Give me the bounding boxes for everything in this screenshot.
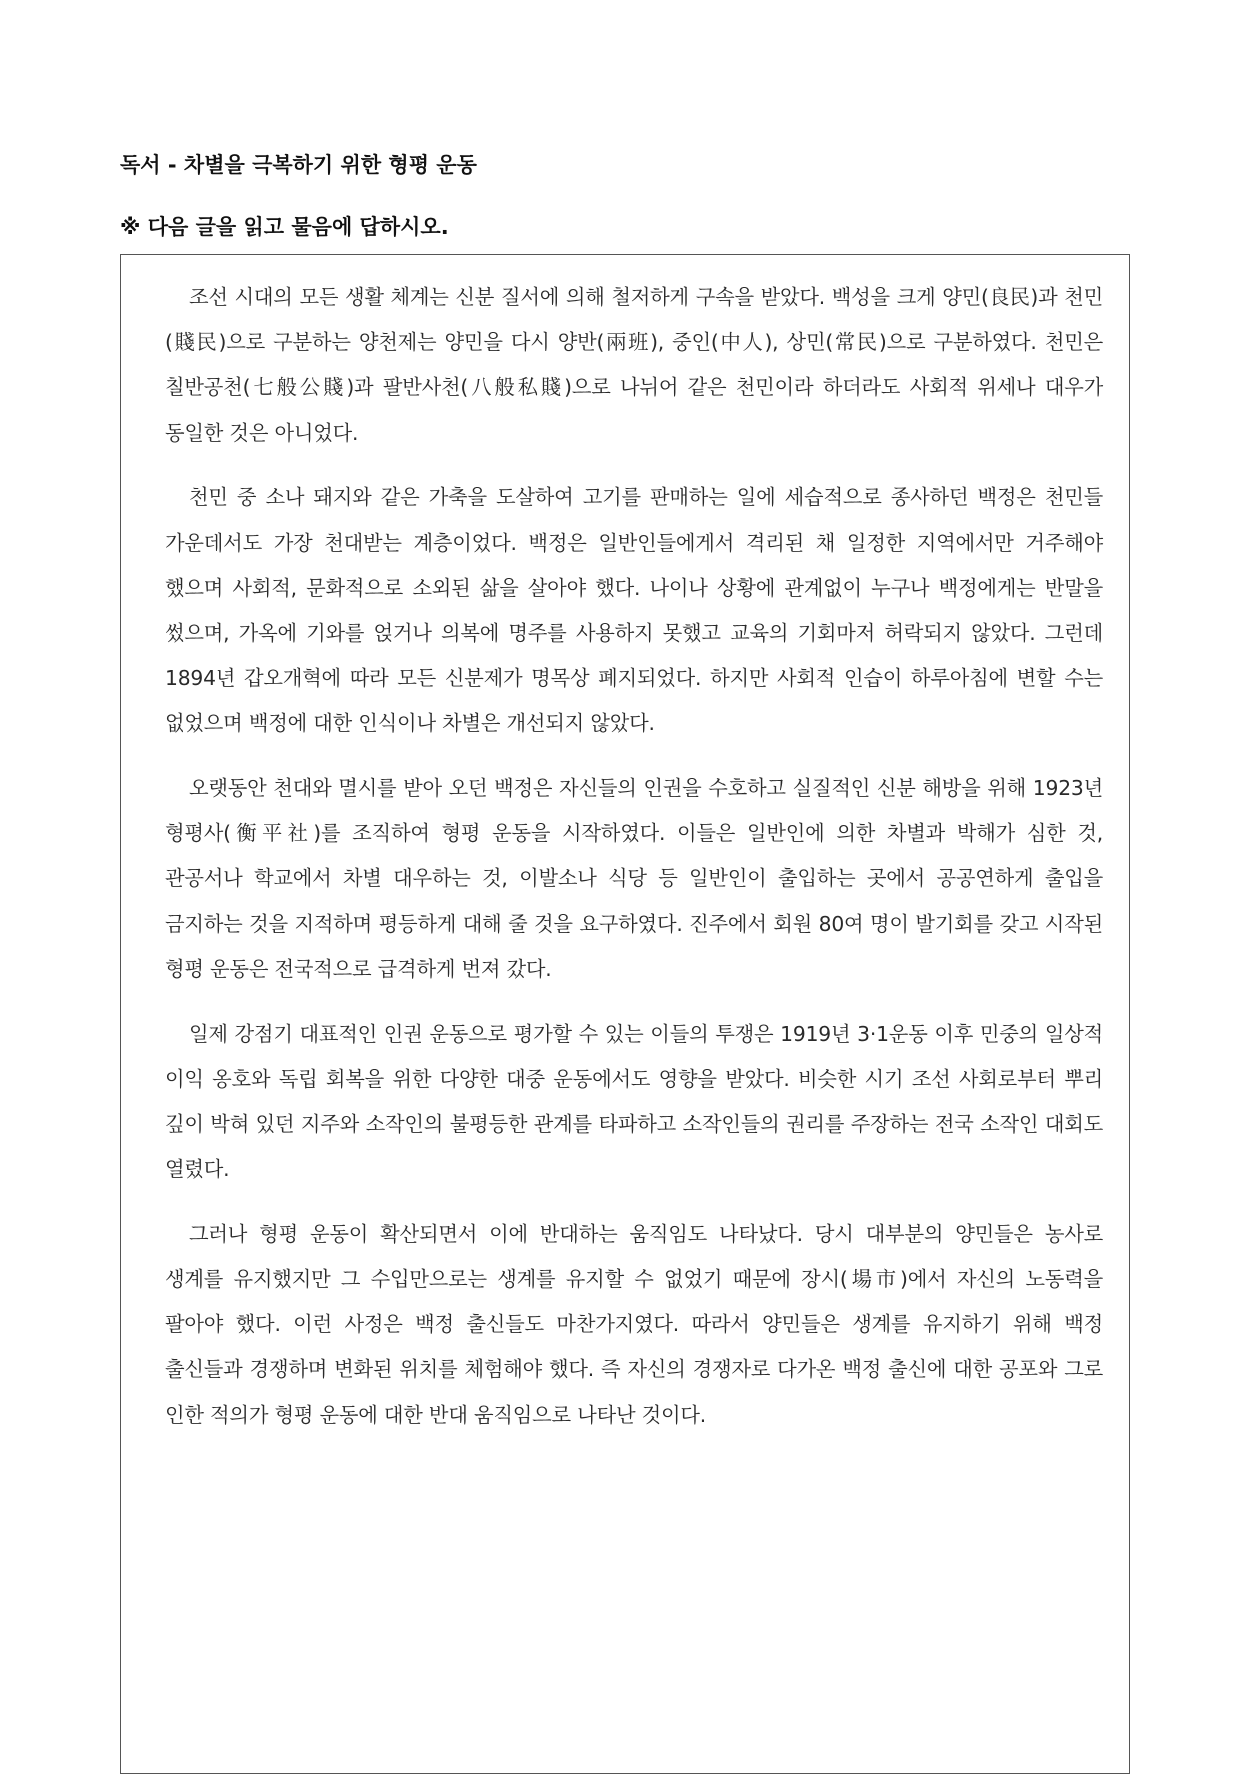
question-instruction: ※ 다음 글을 읽고 물음에 답하시오. [120,215,449,239]
reading-passage [165,275,1103,1457]
passage-paragraph-4: 일제 강점기 대표적인 인권 운동으로 평가할 수 있는 이들의 투쟁은 1919년 3·1운동 이후 민중의 일상적 이익 옹호와 독립 회복을 위한 다양한 대중 운동에서도 영향을 받았다. 비슷한 시기 조선 사회로부터 뿌리 깊이 박혀 있던 지주와 소작인의 불평등한 관계를 타파하고 소작인들의 권리를 주장하는 전국 소작인 대회도 열렸다. [165,1021,1103,1182]
passage-paragraph-3: 오랫동안 천대와 멸시를 받아 오던 백정은 자신들의 인권을 수호하고 실질적인 신분 해방을 위해 1923년 형평사(衡平社)를 조직하여 형평 운동을 시작하였다. 이들은 일반인에 의한 차별과 박해가 심한 것, 관공서나 학교에서 차별 대우하는 것, 이발소나 식당 등 일반인이 출입하는 곳에서 공공연하게 출입을 금지하는 것을 지적하며 평등하게 대해 줄 것을 요구하였다. 진주에서 회원 80여 명이 발기회를 갖고 시작된 형평 운동은 전국적으로 급격하게 번져 갔다. [165,776,1103,981]
passage-paragraph-5: 그러나 형평 운동이 확산되면서 이에 반대하는 움직임도 나타났다. 당시 대부분의 양민들은 농사로 생계를 유지했지만 그 수입만으로는 생계를 유지할 수 없었기 때문에 장시(場市)에서 자신의 노동력을 팔아야 했다. 이런 사정은 백정 출신들도 마찬가지였다. 따라서 양민들은 생계를 유지하기 위해 백정 출신들과 경쟁하며 변화된 위치를 체험해야 했다. 즉 자신의 경쟁자로 다가온 백정 출신에 대한 공포와 그로 인한 적의가 형평 운동에 대한 반대 움직임으로 나타난 것이다. [165,1221,1103,1427]
document-title: 독서 - 차별을 극복하기 위한 형평 운동 [120,153,477,177]
passage-paragraph-1: 조선 시대의 모든 생활 체계는 신분 질서에 의해 철저하게 구속을 받았다. 백성을 크게 양민(良民)과 천민(賤民)으로 구분하는 양천제는 양민을 다시 양반(兩班), 중인(中人), 상민(常民)으로 구분하였다. 천민은 칠반공천(七般公賤)과 팔반사천(八般私賤)으로 나뉘어 같은 천민이라 하더라도 사회적 위세나 대우가 동일한 것은 아니었다. [165,285,1103,445]
passage-paragraph-2: 천민 중 소나 돼지와 같은 가축을 도살하여 고기를 판매하는 일에 세습적으로 종사하던 백정은 천민들 가운데서도 가장 천대받는 계층이었다. 백정은 일반인들에게서 격리된 채 일정한 지역에서만 거주해야 했으며 사회적, 문화적으로 소외된 삶을 살아야 했다. 나이나 상황에 관계없이 누구나 백정에게는 반말을 썼으며, 가옥에 기와를 얹거나 의복에 명주를 사용하지 못했고 교육의 기회마저 허락되지 않았다. 그런데 1894년 갑오개혁에 따라 모든 신분제가 명목상 폐지되었다. 하지만 사회적 인습이 하루아침에 변할 수는 없었으며 백정에 대한 인식이나 차별은 개선되지 않았다. [165,485,1103,736]
reading-passage-box [120,254,1130,1774]
